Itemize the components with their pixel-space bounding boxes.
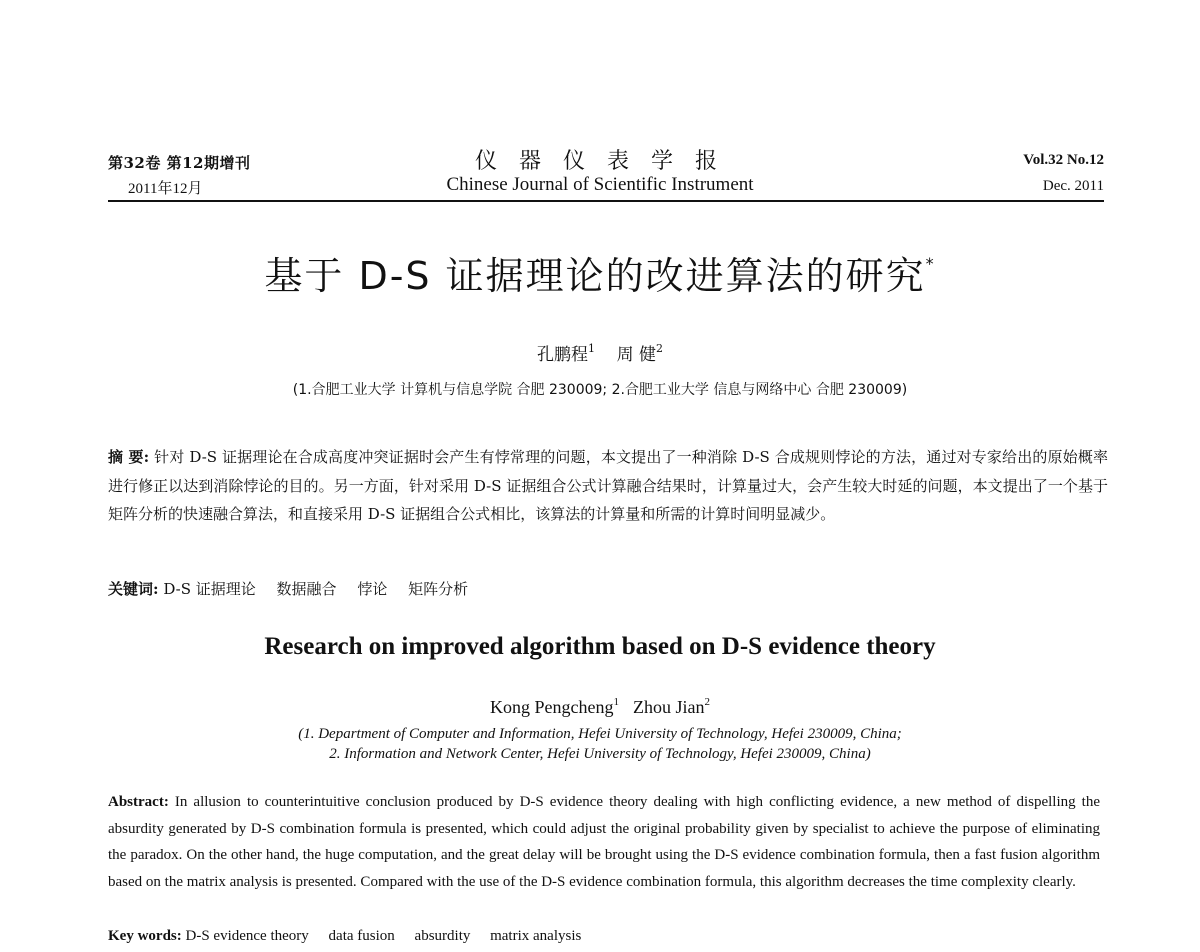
keyword-en: absurdity — [414, 928, 471, 944]
keyword-en: data fusion — [328, 928, 395, 944]
keyword-cn: D-S 证据理论 — [163, 580, 256, 598]
authors-en — [0, 696, 1200, 718]
keywords-cn — [108, 578, 484, 599]
authors-cn — [0, 340, 1200, 365]
volume-number: Vol.32 No.12 — [1023, 152, 1104, 168]
volume-issue: 第32卷 第12期增刊 — [108, 154, 251, 172]
abstract-cn — [108, 443, 1108, 529]
abstract-cn-text: 针对 D-S 证据理论在合成高度冲突证据时会产生有悖常理的问题，本文提出了一种消除 D-S 合成规则悖论的方法，通过对专家给出的原始概率进行修正以达到消除悖论的目的。另一方面，针对采用 D-S 证据组合公式计算融合结果时，计算量过大，会产生较大时延的问题，本文提出了一个基于矩阵分析的快速融合算法，和直接采用 D-S 证据组合公式相比，该算法的计算量和所需的计算时间明显减少。 — [108, 448, 1108, 523]
abstract-en-label: Abstract: — [108, 794, 169, 810]
keyword-en: D-S evidence theory — [185, 928, 309, 944]
author-1-cn: 孔鹏程 — [536, 345, 588, 365]
keywords-cn-label: 关键词: — [108, 580, 159, 598]
header-rule — [108, 200, 1104, 202]
author-2-cn-affil-mark: 2 — [656, 342, 664, 355]
abstract-en-text: In allusion to counterintuitive conclusion produced by D-S evidence theory dealing with high conflicting evidence, a new method of dispelling the absurdity generated by D-S combination formula is presented, which could adjust the original probability given by specialist to achieve the purpose of eliminating the paradox. On the other hand, the huge computation, and the great delay will be brought using the D-S evidence combination formula, then a fast fusion algorithm based on the matrix analysis is presented. Compared with the use of the D-S evidence combination formula, this algorithm decreases the time complexity clearly. — [108, 794, 1100, 890]
paper-title-en: Research on improved algorithm based on D-S evidence theory — [264, 633, 936, 660]
keyword-cn: 数据融合 — [276, 580, 337, 598]
affiliations-cn: (1.合肥工业大学 计算机与信息学院 合肥 230009; 2.合肥工业大学 信息与网络中心 合肥 230009) — [292, 382, 908, 398]
affiliation-en-1: (1. Department of Computer and Information, Hefei University of Technology, Hefei 230009, China; — [298, 726, 902, 742]
author-1-en: Kong Pengcheng — [490, 697, 614, 717]
affiliation-en-2: 2. Information and Network Center, Hefei University of Technology, Hefei 230009, China) — [329, 746, 871, 762]
paper-title-cn — [0, 245, 1200, 300]
keywords-en-label: Key words: — [108, 928, 182, 944]
journal-title-cn: 仪器仪表学报 — [474, 149, 739, 174]
paper-title-cn-text: 基于 D-S 证据理论的改进算法的研究 — [264, 254, 926, 298]
journal-title-en: Chinese Journal of Scientific Instrument — [446, 174, 754, 195]
title-footnote-mark: * — [925, 254, 936, 273]
abstract-cn-label: 摘 要: — [108, 448, 150, 466]
keywords-en — [108, 928, 597, 945]
author-2-cn: 周 健 — [616, 345, 657, 365]
author-1-cn-affil-mark: 1 — [587, 342, 595, 355]
keyword-cn: 矩阵分析 — [408, 580, 469, 598]
author-1-en-affil-mark: 1 — [613, 696, 619, 708]
author-2-en: Zhou Jian — [632, 697, 705, 717]
keyword-en: matrix analysis — [490, 928, 582, 944]
issue-date-en: Dec. 2011 — [1042, 178, 1104, 194]
issue-date-cn: 2011年12月 — [128, 181, 203, 197]
abstract-en — [108, 789, 1100, 895]
keyword-cn: 悖论 — [357, 580, 388, 598]
author-2-en-affil-mark: 2 — [704, 696, 710, 708]
